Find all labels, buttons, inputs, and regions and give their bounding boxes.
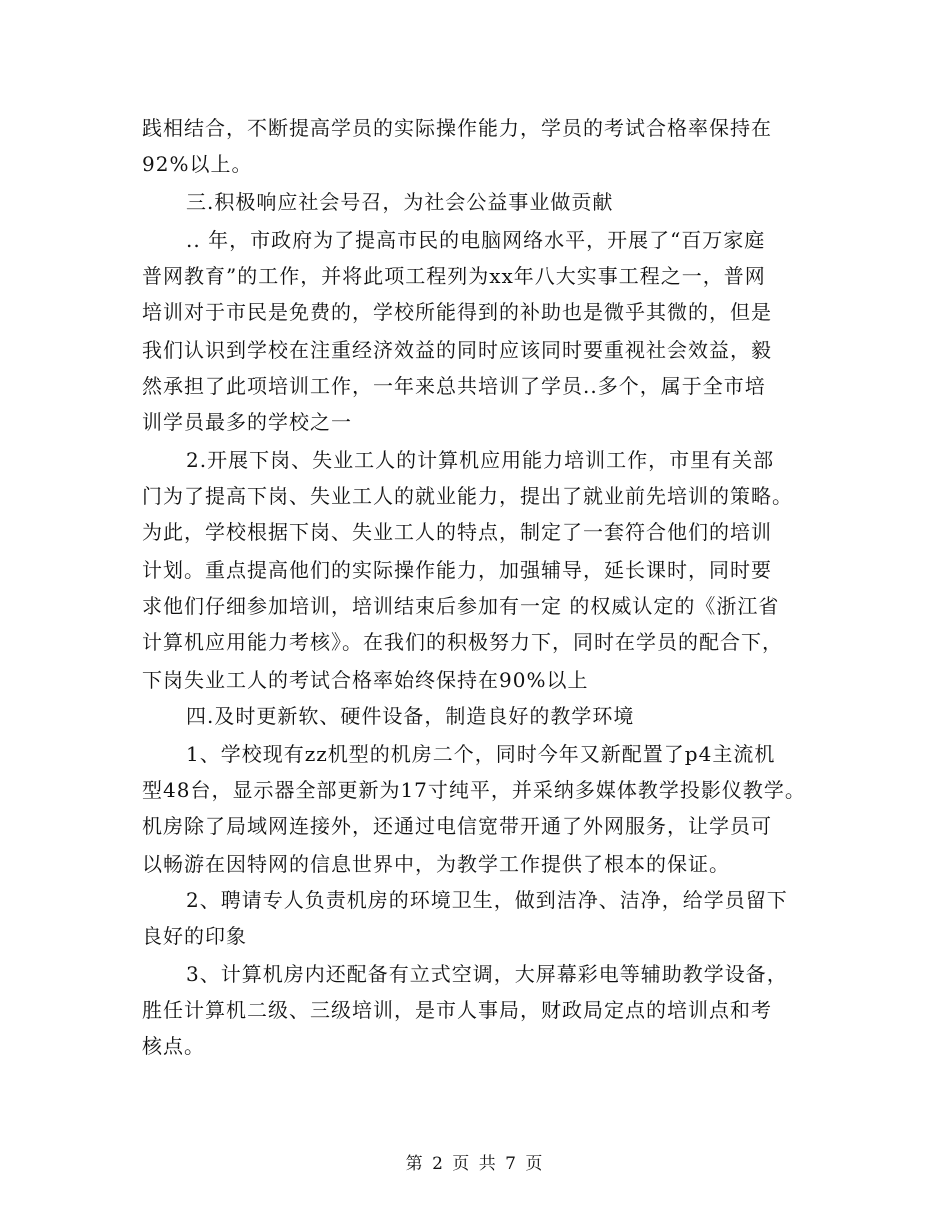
text-line: 普网教育”的工作，并将此项工程列为xx年八大实事工程之一，普网 <box>142 264 766 288</box>
text-line: 为此，学校根据下岗、失业工人的特点，制定了一套符合他们的培训 <box>142 520 772 544</box>
text-line: 践相结合，不断提高学员的实际操作能力，学员的考试合格率保持在 <box>142 116 772 140</box>
text-line: 胜任计算机二级、三级培训，是市人事局，财政局定点的培训点和考 <box>142 998 772 1022</box>
text-line: 我们认识到学校在注重经济效益的同时应该同时要重视社会效益，毅 <box>142 338 772 362</box>
text-line: 求他们仔细参加培训，培训结束后参加有一定 的权威认定的《浙江省 <box>142 594 780 618</box>
text-line: .. 年，市政府为了提高市民的电脑网络水平，开展了“百万家庭 <box>186 228 766 252</box>
text-line: 机房除了局域网连接外，还通过电信宽带开通了外网服务，让学员可 <box>142 814 772 838</box>
text-line: 92%以上。 <box>142 152 253 176</box>
section-heading: 四.及时更新软、硬件设备，制造良好的教学环境 <box>186 704 635 728</box>
text-line: 2.开展下岗、失业工人的计算机应用能力培训工作，市里有关部 <box>186 448 775 472</box>
text-line: 门为了提高下岗、失业工人的就业能力，提出了就业前先培训的策略。 <box>142 484 793 508</box>
text-line: 1、学校现有zz机型的机房二个，同时今年又新配置了p4主流机 <box>186 742 776 766</box>
text-line: 2、聘请专人负责机房的环境卫生，做到洁净、洁净，给学员留下 <box>186 888 788 912</box>
text-line: 训学员最多的学校之一 <box>142 410 352 434</box>
text-line: 计算机应用能力考核》。在我们的积极努力下，同时在学员的配合下， <box>142 630 783 654</box>
text-line: 良好的印象 <box>142 924 247 948</box>
text-line: 核点。 <box>142 1034 205 1058</box>
text-line: 下岗失业工人的考试合格率始终保持在90%以上 <box>142 668 589 692</box>
text-line: 培训对于市民是免费的，学校所能得到的补助也是微乎其微的，但是 <box>142 300 772 324</box>
text-line: 3、计算机房内还配备有立式空调，大屏幕彩电等辅助教学设备， <box>186 962 788 986</box>
text-line: 型48台，显示器全部更新为17寸纯平，并采纳多媒体教学投影仪教学。 <box>142 778 806 802</box>
text-line: 计划。重点提高他们的实际操作能力，加强辅导，延长课时，同时要 <box>142 558 772 582</box>
text-line: 然承担了此项培训工作，一年来总共培训了学员..多个，属于全市培 <box>142 374 766 398</box>
section-heading: 三.积极响应社会号召，为社会公益事业做贡献 <box>186 190 614 214</box>
text-line: 以畅游在因特网的信息世界中，为教学工作提供了根本的保证。 <box>142 852 730 876</box>
page-number-footer: 第 2 页 共 7 页 <box>405 1154 545 1174</box>
